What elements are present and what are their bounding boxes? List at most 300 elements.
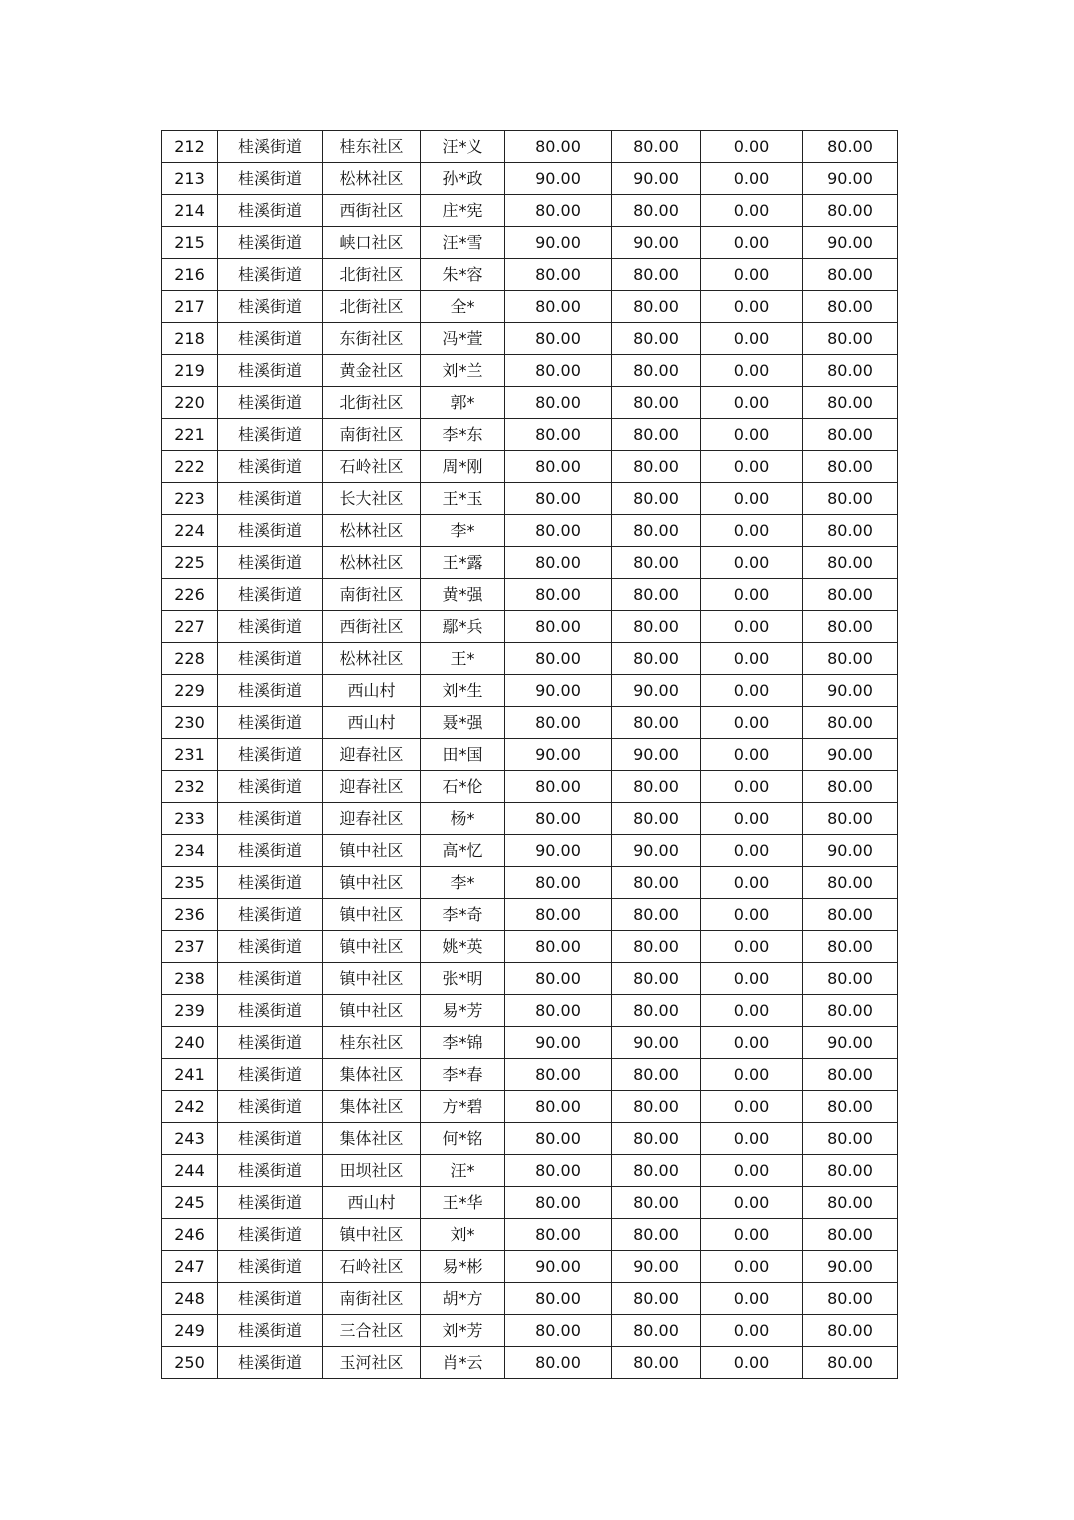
table-row: [162, 1187, 898, 1219]
amount-cell: 0.00: [701, 323, 803, 355]
table-row: [162, 835, 898, 867]
row-number-cell: 241: [162, 1059, 218, 1091]
amount-cell: 80.00: [505, 1187, 612, 1219]
amount-cell: 0.00: [701, 835, 803, 867]
row-number-cell: 232: [162, 771, 218, 803]
amount-cell: 80.00: [803, 483, 898, 515]
street-cell: 桂溪街道: [218, 195, 323, 227]
amount-cell: 80.00: [612, 1315, 701, 1347]
row-number-cell: 247: [162, 1251, 218, 1283]
street-cell: 桂溪街道: [218, 739, 323, 771]
amount-cell: 80.00: [505, 963, 612, 995]
amount-cell: 0.00: [701, 803, 803, 835]
amount-cell: 80.00: [612, 515, 701, 547]
amount-cell: 80.00: [803, 643, 898, 675]
row-number-cell: 230: [162, 707, 218, 739]
community-cell: 松林社区: [323, 515, 421, 547]
amount-cell: 80.00: [505, 291, 612, 323]
community-cell: 西街社区: [323, 611, 421, 643]
row-number-cell: 224: [162, 515, 218, 547]
table-row: [162, 643, 898, 675]
amount-cell: 90.00: [803, 1027, 898, 1059]
community-cell: 桂东社区: [323, 131, 421, 163]
amount-cell: 80.00: [505, 451, 612, 483]
street-cell: 桂溪街道: [218, 1315, 323, 1347]
amount-cell: 80.00: [803, 515, 898, 547]
table-row: [162, 515, 898, 547]
community-cell: 迎春社区: [323, 771, 421, 803]
amount-cell: 80.00: [803, 963, 898, 995]
amount-cell: 80.00: [612, 387, 701, 419]
name-cell: 王*华: [421, 1187, 505, 1219]
community-cell: 桂东社区: [323, 1027, 421, 1059]
amount-cell: 0.00: [701, 515, 803, 547]
amount-cell: 80.00: [612, 643, 701, 675]
row-number-cell: 228: [162, 643, 218, 675]
amount-cell: 80.00: [612, 131, 701, 163]
community-cell: 镇中社区: [323, 963, 421, 995]
street-cell: 桂溪街道: [218, 1155, 323, 1187]
amount-cell: 80.00: [803, 419, 898, 451]
row-number-cell: 240: [162, 1027, 218, 1059]
amount-cell: 80.00: [803, 195, 898, 227]
row-number-cell: 249: [162, 1315, 218, 1347]
amount-cell: 90.00: [505, 163, 612, 195]
name-cell: 李*东: [421, 419, 505, 451]
table-row: [162, 995, 898, 1027]
amount-cell: 80.00: [803, 995, 898, 1027]
amount-cell: 0.00: [701, 1155, 803, 1187]
row-number-cell: 245: [162, 1187, 218, 1219]
amount-cell: 0.00: [701, 771, 803, 803]
amount-cell: 0.00: [701, 963, 803, 995]
amount-cell: 0.00: [701, 1315, 803, 1347]
street-cell: 桂溪街道: [218, 707, 323, 739]
street-cell: 桂溪街道: [218, 1219, 323, 1251]
amount-cell: 80.00: [505, 803, 612, 835]
amount-cell: 80.00: [803, 1155, 898, 1187]
name-cell: 田*国: [421, 739, 505, 771]
row-number-cell: 243: [162, 1123, 218, 1155]
community-cell: 玉河社区: [323, 1347, 421, 1379]
name-cell: 周*刚: [421, 451, 505, 483]
street-cell: 桂溪街道: [218, 1251, 323, 1283]
community-cell: 镇中社区: [323, 867, 421, 899]
amount-cell: 80.00: [612, 803, 701, 835]
name-cell: 方*碧: [421, 1091, 505, 1123]
amount-cell: 80.00: [505, 867, 612, 899]
street-cell: 桂溪街道: [218, 803, 323, 835]
amount-cell: 90.00: [612, 675, 701, 707]
name-cell: 李*: [421, 515, 505, 547]
amount-cell: 80.00: [803, 131, 898, 163]
street-cell: 桂溪街道: [218, 547, 323, 579]
street-cell: 桂溪街道: [218, 963, 323, 995]
amount-cell: 80.00: [612, 995, 701, 1027]
amount-cell: 80.00: [803, 259, 898, 291]
street-cell: 桂溪街道: [218, 771, 323, 803]
amount-cell: 80.00: [612, 291, 701, 323]
amount-cell: 90.00: [505, 675, 612, 707]
community-cell: 北街社区: [323, 259, 421, 291]
table-row: [162, 739, 898, 771]
community-cell: 镇中社区: [323, 899, 421, 931]
amount-cell: 80.00: [505, 899, 612, 931]
row-number-cell: 242: [162, 1091, 218, 1123]
amount-cell: 80.00: [803, 291, 898, 323]
table-row: [162, 931, 898, 963]
street-cell: 桂溪街道: [218, 515, 323, 547]
table-row: [162, 227, 898, 259]
amount-cell: 80.00: [612, 931, 701, 963]
row-number-cell: 217: [162, 291, 218, 323]
community-cell: 迎春社区: [323, 803, 421, 835]
table-row: [162, 675, 898, 707]
table-row: [162, 1283, 898, 1315]
street-cell: 桂溪街道: [218, 387, 323, 419]
amount-cell: 0.00: [701, 163, 803, 195]
name-cell: 王*露: [421, 547, 505, 579]
table-row: [162, 707, 898, 739]
table-body: [162, 131, 898, 1379]
amount-cell: 80.00: [505, 1059, 612, 1091]
table-row: [162, 611, 898, 643]
amount-cell: 0.00: [701, 131, 803, 163]
table-row: [162, 291, 898, 323]
name-cell: 易*彬: [421, 1251, 505, 1283]
amount-cell: 90.00: [803, 163, 898, 195]
street-cell: 桂溪街道: [218, 867, 323, 899]
street-cell: 桂溪街道: [218, 483, 323, 515]
street-cell: 桂溪街道: [218, 419, 323, 451]
amount-cell: 80.00: [612, 611, 701, 643]
amount-cell: 80.00: [505, 195, 612, 227]
table-row: [162, 1347, 898, 1379]
amount-cell: 0.00: [701, 1027, 803, 1059]
name-cell: 朱*容: [421, 259, 505, 291]
amount-cell: 80.00: [505, 515, 612, 547]
amount-cell: 0.00: [701, 739, 803, 771]
name-cell: 刘*生: [421, 675, 505, 707]
amount-cell: 90.00: [505, 227, 612, 259]
amount-cell: 80.00: [612, 259, 701, 291]
amount-cell: 0.00: [701, 611, 803, 643]
amount-cell: 80.00: [612, 1059, 701, 1091]
amount-cell: 80.00: [505, 1315, 612, 1347]
row-number-cell: 234: [162, 835, 218, 867]
table-row: [162, 387, 898, 419]
street-cell: 桂溪街道: [218, 931, 323, 963]
amount-cell: 80.00: [803, 707, 898, 739]
name-cell: 杨*: [421, 803, 505, 835]
amount-cell: 0.00: [701, 1251, 803, 1283]
row-number-cell: 233: [162, 803, 218, 835]
amount-cell: 0.00: [701, 291, 803, 323]
row-number-cell: 236: [162, 899, 218, 931]
street-cell: 桂溪街道: [218, 643, 323, 675]
community-cell: 松林社区: [323, 643, 421, 675]
amount-cell: 0.00: [701, 707, 803, 739]
amount-cell: 80.00: [612, 579, 701, 611]
street-cell: 桂溪街道: [218, 835, 323, 867]
amount-cell: 80.00: [612, 1219, 701, 1251]
amount-cell: 80.00: [803, 451, 898, 483]
name-cell: 孙*政: [421, 163, 505, 195]
amount-cell: 80.00: [803, 803, 898, 835]
amount-cell: 80.00: [803, 1347, 898, 1379]
row-number-cell: 231: [162, 739, 218, 771]
amount-cell: 80.00: [505, 355, 612, 387]
community-cell: 石岭社区: [323, 1251, 421, 1283]
street-cell: 桂溪街道: [218, 1123, 323, 1155]
amount-cell: 80.00: [612, 963, 701, 995]
amount-cell: 90.00: [612, 1027, 701, 1059]
community-cell: 集体社区: [323, 1091, 421, 1123]
street-cell: 桂溪街道: [218, 1091, 323, 1123]
table-row: [162, 419, 898, 451]
street-cell: 桂溪街道: [218, 131, 323, 163]
table-row: [162, 163, 898, 195]
amount-cell: 80.00: [803, 867, 898, 899]
amount-cell: 80.00: [612, 707, 701, 739]
community-cell: 黄金社区: [323, 355, 421, 387]
amount-cell: 80.00: [612, 1123, 701, 1155]
name-cell: 肖*云: [421, 1347, 505, 1379]
name-cell: 何*铭: [421, 1123, 505, 1155]
amount-cell: 0.00: [701, 355, 803, 387]
community-cell: 长大社区: [323, 483, 421, 515]
row-number-cell: 220: [162, 387, 218, 419]
row-number-cell: 246: [162, 1219, 218, 1251]
amount-cell: 80.00: [505, 643, 612, 675]
table-row: [162, 803, 898, 835]
amount-cell: 90.00: [803, 835, 898, 867]
amount-cell: 0.00: [701, 995, 803, 1027]
community-cell: 镇中社区: [323, 931, 421, 963]
amount-cell: 80.00: [612, 899, 701, 931]
community-cell: 南街社区: [323, 419, 421, 451]
table-row: [162, 1155, 898, 1187]
table-row: [162, 483, 898, 515]
amount-cell: 80.00: [612, 1091, 701, 1123]
street-cell: 桂溪街道: [218, 259, 323, 291]
amount-cell: 80.00: [505, 931, 612, 963]
amount-cell: 80.00: [612, 323, 701, 355]
street-cell: 桂溪街道: [218, 355, 323, 387]
table-row: [162, 451, 898, 483]
amount-cell: 80.00: [803, 899, 898, 931]
street-cell: 桂溪街道: [218, 451, 323, 483]
community-cell: 西山村: [323, 1187, 421, 1219]
name-cell: 庄*宪: [421, 195, 505, 227]
amount-cell: 80.00: [612, 771, 701, 803]
table-row: [162, 195, 898, 227]
amount-cell: 80.00: [612, 451, 701, 483]
table-row: [162, 1059, 898, 1091]
name-cell: 刘*: [421, 1219, 505, 1251]
amount-cell: 80.00: [505, 995, 612, 1027]
community-cell: 石岭社区: [323, 451, 421, 483]
name-cell: 高*忆: [421, 835, 505, 867]
name-cell: 李*: [421, 867, 505, 899]
community-cell: 东街社区: [323, 323, 421, 355]
name-cell: 刘*兰: [421, 355, 505, 387]
amount-cell: 0.00: [701, 675, 803, 707]
table-row: [162, 131, 898, 163]
row-number-cell: 250: [162, 1347, 218, 1379]
row-number-cell: 214: [162, 195, 218, 227]
amount-cell: 0.00: [701, 387, 803, 419]
row-number-cell: 221: [162, 419, 218, 451]
table-row: [162, 547, 898, 579]
name-cell: 汪*雪: [421, 227, 505, 259]
name-cell: 姚*英: [421, 931, 505, 963]
community-cell: 镇中社区: [323, 1219, 421, 1251]
amount-cell: 0.00: [701, 227, 803, 259]
name-cell: 聂*强: [421, 707, 505, 739]
amount-cell: 80.00: [803, 1059, 898, 1091]
name-cell: 冯*萱: [421, 323, 505, 355]
amount-cell: 80.00: [612, 1347, 701, 1379]
amount-cell: 90.00: [505, 739, 612, 771]
amount-cell: 0.00: [701, 643, 803, 675]
community-cell: 西山村: [323, 707, 421, 739]
amount-cell: 90.00: [505, 835, 612, 867]
amount-cell: 0.00: [701, 579, 803, 611]
amount-cell: 80.00: [612, 419, 701, 451]
amount-cell: 80.00: [803, 1283, 898, 1315]
community-cell: 南街社区: [323, 579, 421, 611]
row-number-cell: 227: [162, 611, 218, 643]
table-row: [162, 771, 898, 803]
name-cell: 王*: [421, 643, 505, 675]
amount-cell: 0.00: [701, 483, 803, 515]
amount-cell: 90.00: [505, 1027, 612, 1059]
amount-cell: 80.00: [612, 483, 701, 515]
amount-cell: 80.00: [803, 1187, 898, 1219]
street-cell: 桂溪街道: [218, 1283, 323, 1315]
street-cell: 桂溪街道: [218, 227, 323, 259]
street-cell: 桂溪街道: [218, 579, 323, 611]
name-cell: 汪*: [421, 1155, 505, 1187]
table-row: [162, 963, 898, 995]
community-cell: 镇中社区: [323, 835, 421, 867]
data-table: [161, 130, 898, 1379]
amount-cell: 80.00: [505, 707, 612, 739]
amount-cell: 90.00: [612, 163, 701, 195]
amount-cell: 0.00: [701, 259, 803, 291]
name-cell: 刘*芳: [421, 1315, 505, 1347]
name-cell: 李*奇: [421, 899, 505, 931]
row-number-cell: 235: [162, 867, 218, 899]
row-number-cell: 238: [162, 963, 218, 995]
amount-cell: 80.00: [803, 323, 898, 355]
community-cell: 北街社区: [323, 387, 421, 419]
name-cell: 郭*: [421, 387, 505, 419]
amount-cell: 0.00: [701, 1347, 803, 1379]
amount-cell: 80.00: [505, 1123, 612, 1155]
table-row: [162, 867, 898, 899]
amount-cell: 80.00: [803, 931, 898, 963]
row-number-cell: 212: [162, 131, 218, 163]
name-cell: 胡*方: [421, 1283, 505, 1315]
amount-cell: 90.00: [612, 227, 701, 259]
community-cell: 三合社区: [323, 1315, 421, 1347]
amount-cell: 90.00: [612, 739, 701, 771]
amount-cell: 90.00: [612, 835, 701, 867]
amount-cell: 0.00: [701, 899, 803, 931]
name-cell: 张*明: [421, 963, 505, 995]
amount-cell: 80.00: [803, 579, 898, 611]
amount-cell: 80.00: [505, 323, 612, 355]
street-cell: 桂溪街道: [218, 291, 323, 323]
amount-cell: 0.00: [701, 419, 803, 451]
amount-cell: 90.00: [803, 739, 898, 771]
amount-cell: 0.00: [701, 451, 803, 483]
row-number-cell: 239: [162, 995, 218, 1027]
row-number-cell: 223: [162, 483, 218, 515]
amount-cell: 0.00: [701, 1187, 803, 1219]
street-cell: 桂溪街道: [218, 1059, 323, 1091]
amount-cell: 80.00: [612, 547, 701, 579]
name-cell: 汪*义: [421, 131, 505, 163]
row-number-cell: 225: [162, 547, 218, 579]
amount-cell: 80.00: [505, 483, 612, 515]
name-cell: 李*春: [421, 1059, 505, 1091]
amount-cell: 80.00: [505, 1347, 612, 1379]
street-cell: 桂溪街道: [218, 611, 323, 643]
row-number-cell: 219: [162, 355, 218, 387]
street-cell: 桂溪街道: [218, 899, 323, 931]
amount-cell: 80.00: [505, 419, 612, 451]
street-cell: 桂溪街道: [218, 995, 323, 1027]
name-cell: 王*玉: [421, 483, 505, 515]
table-row: [162, 899, 898, 931]
community-cell: 田坝社区: [323, 1155, 421, 1187]
row-number-cell: 226: [162, 579, 218, 611]
amount-cell: 80.00: [505, 771, 612, 803]
table-row: [162, 1315, 898, 1347]
amount-cell: 80.00: [803, 1219, 898, 1251]
amount-cell: 80.00: [803, 1091, 898, 1123]
amount-cell: 0.00: [701, 1091, 803, 1123]
street-cell: 桂溪街道: [218, 163, 323, 195]
row-number-cell: 215: [162, 227, 218, 259]
amount-cell: 80.00: [505, 131, 612, 163]
amount-cell: 80.00: [505, 1155, 612, 1187]
row-number-cell: 244: [162, 1155, 218, 1187]
community-cell: 峡口社区: [323, 227, 421, 259]
amount-cell: 80.00: [505, 1091, 612, 1123]
amount-cell: 0.00: [701, 1283, 803, 1315]
amount-cell: 80.00: [803, 611, 898, 643]
amount-cell: 80.00: [803, 387, 898, 419]
community-cell: 北街社区: [323, 291, 421, 323]
name-cell: 石*伦: [421, 771, 505, 803]
amount-cell: 80.00: [803, 1123, 898, 1155]
street-cell: 桂溪街道: [218, 323, 323, 355]
amount-cell: 80.00: [612, 867, 701, 899]
row-number-cell: 222: [162, 451, 218, 483]
table-row: [162, 579, 898, 611]
table-row: [162, 1091, 898, 1123]
street-cell: 桂溪街道: [218, 1347, 323, 1379]
community-cell: 松林社区: [323, 163, 421, 195]
table-row: [162, 1219, 898, 1251]
table-row: [162, 1123, 898, 1155]
row-number-cell: 216: [162, 259, 218, 291]
amount-cell: 90.00: [803, 675, 898, 707]
